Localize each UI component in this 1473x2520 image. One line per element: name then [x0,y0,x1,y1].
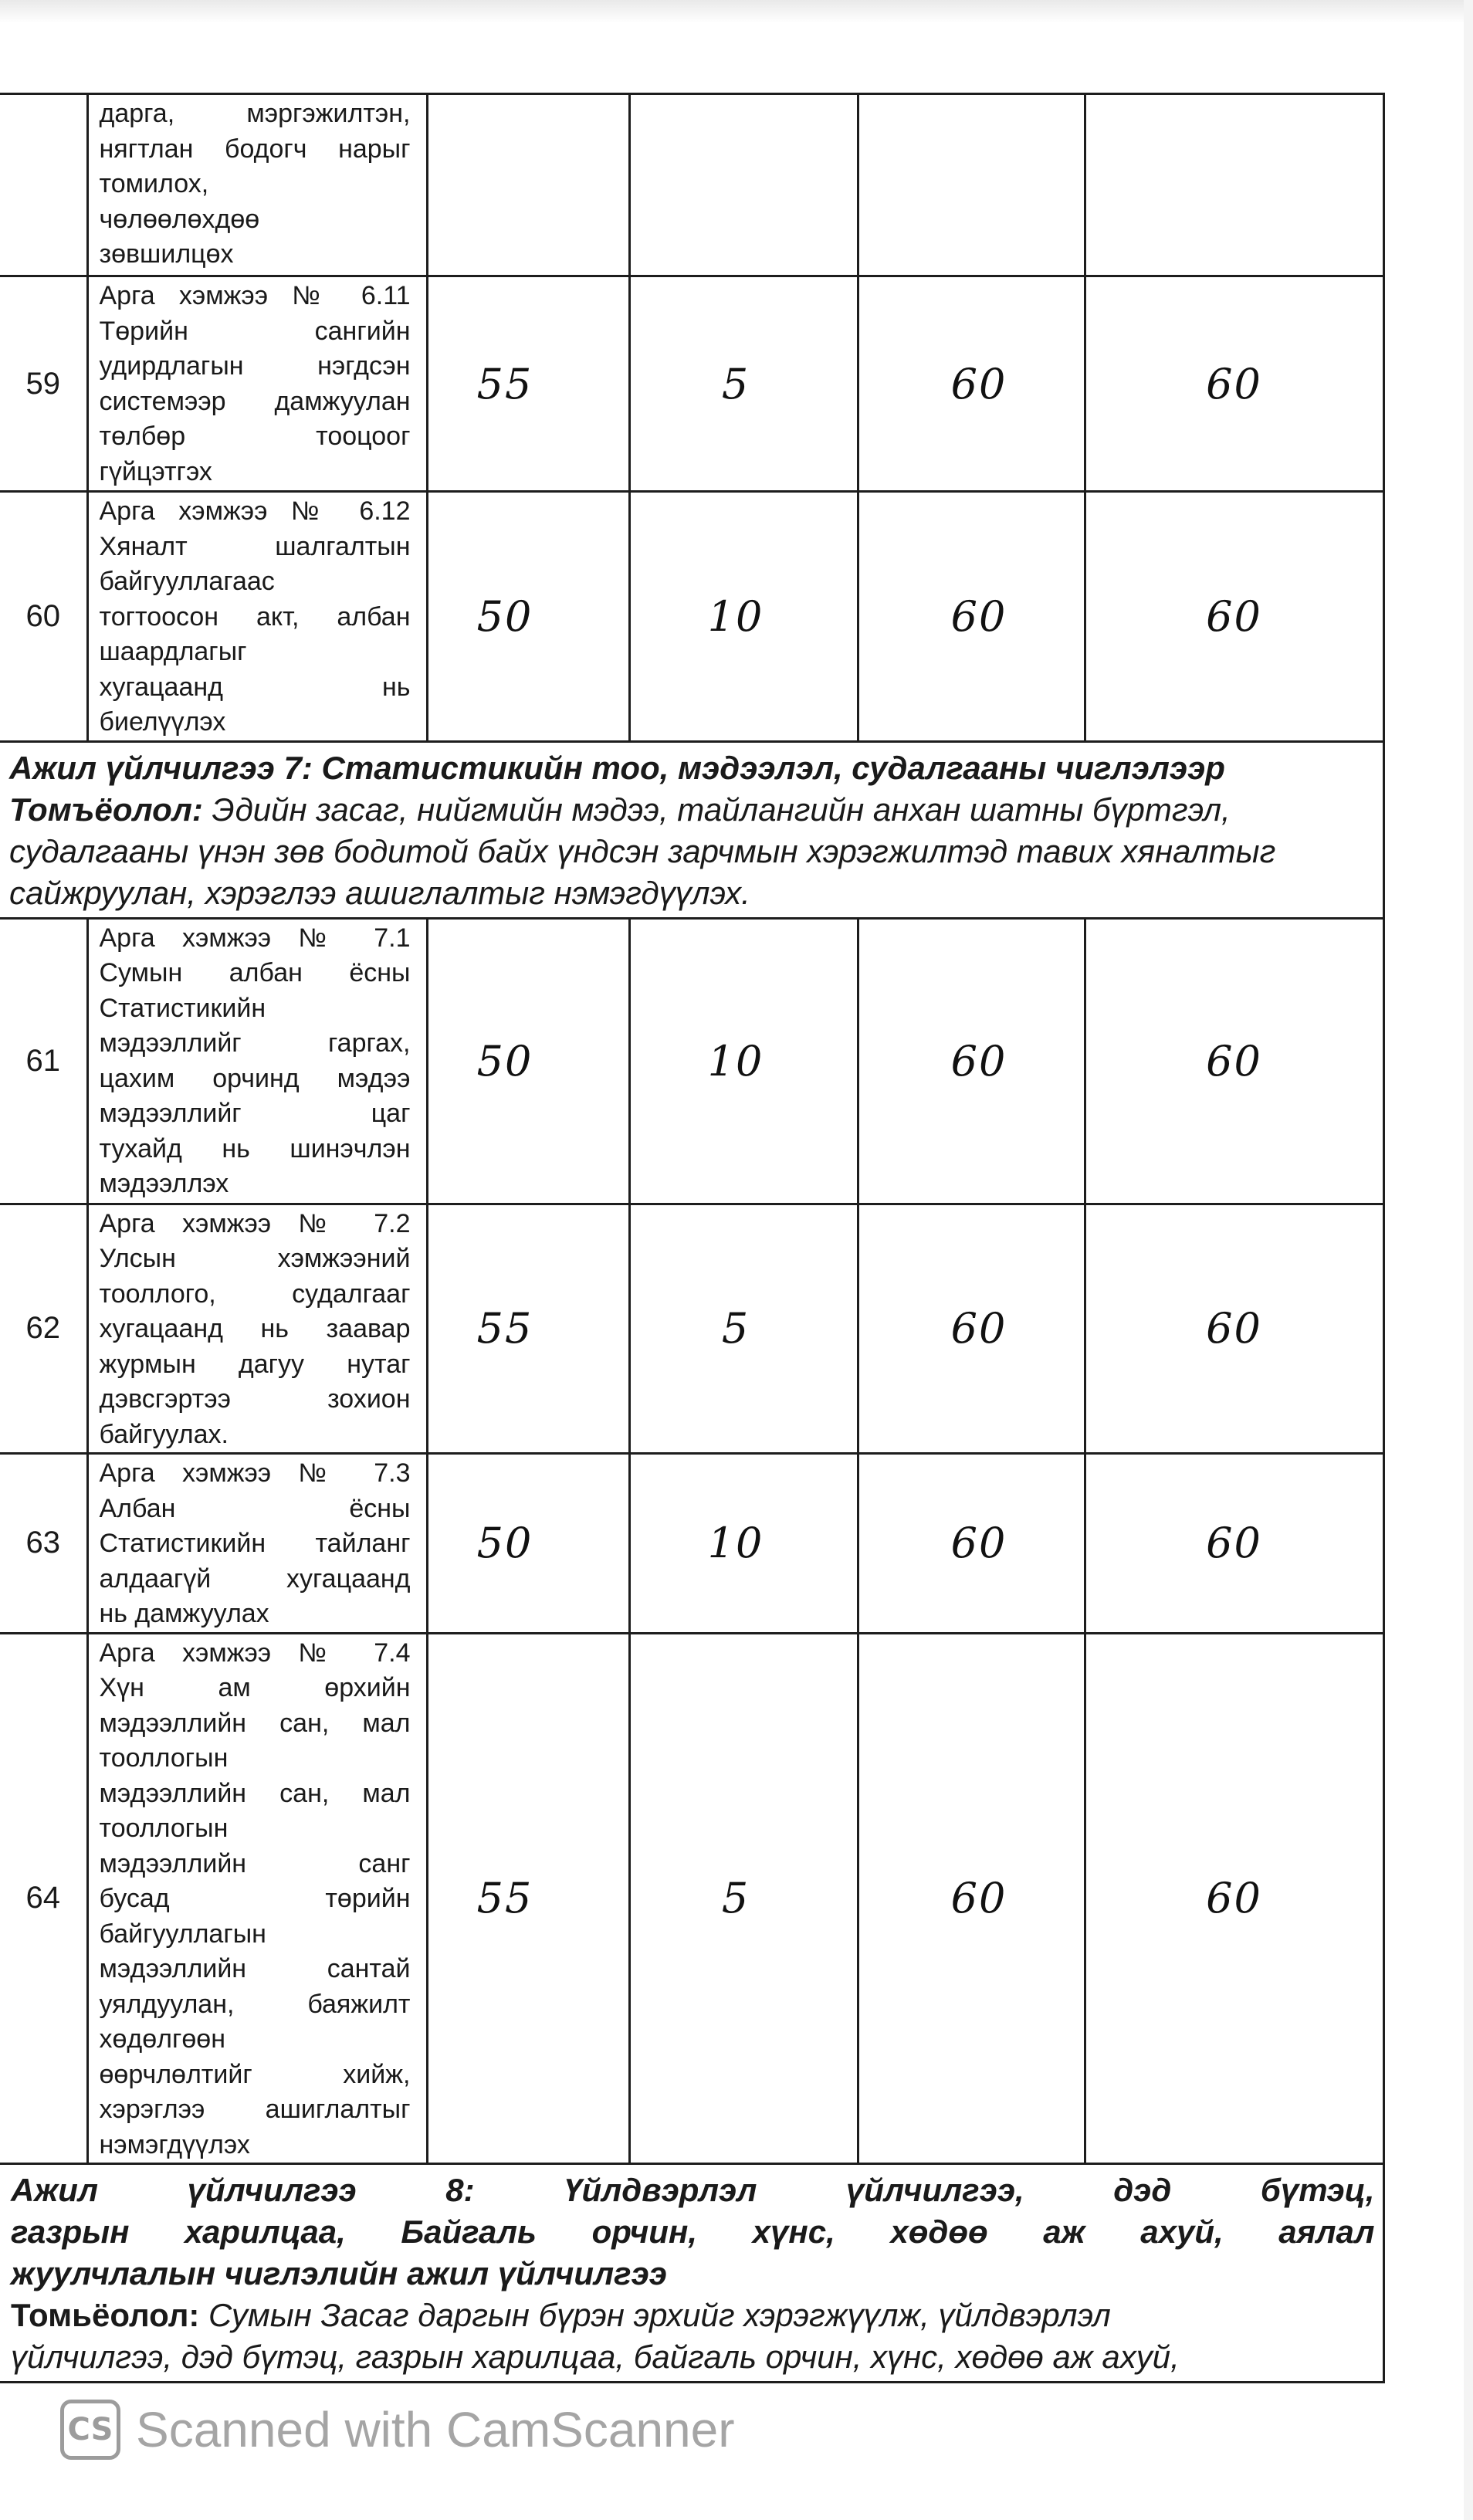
measure-description [87,1633,427,2164]
description-line: мэдээллийн санг [99,1848,411,1878]
description-line: тухайд нь шинэчлэн [99,1133,411,1163]
score-col-2 [629,94,858,276]
handwritten-score: 60 [1206,1519,1262,1568]
description-line: байгууллагын [99,1919,266,1949]
measure-description [87,1204,427,1454]
handwritten-score: 60 [950,359,1007,408]
description-line: дарга, мэргэжилтэн, [99,99,411,128]
table-row [0,492,1383,742]
description-line: мэдээллэх [99,1169,229,1198]
score-col-4 [1085,918,1383,1204]
description-line: төлбөр тооцоог [99,422,411,451]
handwritten-score: 60 [950,591,1007,641]
description-line: нэмэгдүүлэх [99,2129,250,2159]
row-number [0,94,87,276]
description-line: Арга хэмжээ № 7.1 [99,923,411,953]
handwritten-score: 60 [1206,1874,1262,1923]
score-col-1 [427,492,629,742]
handwritten-score: 10 [707,1519,764,1568]
camscanner-text: Scanned with CamScanner [136,2402,735,2457]
measure-description [87,276,427,492]
score-col-2 [629,1204,858,1454]
score-col-3 [858,1454,1085,1634]
description-line: Төрийн сангийн [99,316,411,346]
score-col-3 [858,94,1085,276]
score-col-3 [858,492,1085,742]
handwritten-score: 5 [721,1874,750,1923]
table-row [0,1454,1383,1634]
row-number: 60 [0,492,87,742]
description-line: мэдээллийг цаг [99,1099,411,1128]
section-8-title-line-1: Ажил үйлчилгээ 8: Үйлдвэрлэл үйлчилгээ, дэд бүтэц, [11,2172,1375,2208]
handwritten-score: 10 [707,591,764,641]
description-line: Сумын албан ёсны [99,958,411,987]
description-line: Арга хэмжээ № 7.4 [99,1638,411,1668]
description-line: чөлөөлөхдөө [99,204,260,234]
description-line: мэдээллийн сан, мал [99,1708,411,1738]
handwritten-score: 60 [1206,591,1262,641]
handwritten-score: 55 [476,359,533,408]
section-7-title: Ажил үйлчилгээ 7: Статистикийн тоо, мэдээлэл, судалгааны чиглэлээр [9,749,1225,786]
table-row [0,94,1383,276]
section-7-goal-line-1: Томъёолол: Эдийн засаг, нийгмийн мэдээ, тайлангийн анхан шатны бүртгэл, [9,791,1231,828]
description-line: хугацаанд нь [99,672,411,702]
score-col-4 [1085,1454,1383,1634]
description-line: тогтоосон акт, албан [99,601,411,632]
description-line: Арга хэмжээ № 7.2 [99,1208,411,1238]
description-line: гүйцэтгэх [99,456,212,486]
score-col-4 [1085,276,1383,492]
handwritten-score: 10 [707,1036,764,1086]
description-line: зөвшилцөх [99,239,234,269]
table-row [0,1633,1383,2164]
score-col-4 [1085,1204,1383,1454]
score-col-4 [1085,492,1383,742]
handwritten-score: 55 [476,1304,533,1353]
section-8-title-line-2: газрын харилцаа, Байгаль орчин, хүнс, хөдөө аж ахуй, аялал [11,2213,1375,2250]
handwritten-score: 60 [950,1036,1007,1086]
handwritten-score: 50 [476,1036,533,1086]
table-row [0,918,1383,1204]
score-col-2 [629,918,858,1204]
score-col-3 [858,276,1085,492]
measure-description [87,492,427,742]
measure-description [87,94,427,276]
score-col-1 [427,918,629,1204]
table-row [0,1204,1383,1454]
description-line: уялдуулан, баяжилт [99,1989,411,2019]
handwritten-score: 5 [721,1304,750,1353]
measure-description [87,918,427,1204]
section-7-goal-line-2: судалгааны үнэн зөв бодитой байх үндсэн зарчмын хэрэгжилтэд тавих хяналтыг [9,832,1276,869]
description-line: Албан ёсны [99,1493,411,1523]
handwritten-score: 50 [476,591,533,641]
score-col-2 [629,1633,858,2164]
description-line: дэвсгэртээ зохион [99,1384,411,1414]
description-line: тооллогын [99,1743,229,1773]
section-7-goal-line-3: сайжруулан, хэрэглээ ашиглалтыг нэмэгдүүлэх. [9,874,750,911]
description-line: Хяналт шалгалтын [99,531,411,561]
score-col-1 [427,1454,629,1634]
camscanner-watermark [60,2400,735,2460]
score-col-1 [427,276,629,492]
description-line: журмын дагуу нутаг [99,1349,411,1379]
description-line: мэдээллийг гаргах, [99,1028,411,1058]
scan-right-edge [1464,0,1473,2520]
handwritten-score: 60 [950,1519,1007,1568]
score-col-4 [1085,1633,1383,2164]
description-line: бусад төрийн [99,1884,411,1913]
section-8-header [0,2164,1383,2383]
description-line: байгуулах. [99,1419,229,1449]
handwritten-score: 60 [1206,1036,1262,1086]
description-line: системээр дамжуулан [99,386,411,416]
row-number: 64 [0,1633,87,2164]
measure-description [87,1454,427,1634]
handwritten-score: 60 [950,1304,1007,1353]
section-8-title-line-3: жуулчлалын чиглэлийн ажил үйлчилгээ [11,2255,667,2291]
description-line: тооллогын [99,1814,229,1843]
description-line: томилох, [99,169,209,198]
description-line: мэдээллийн сантай [99,1954,411,1983]
section-7-goal-label: Томъёолол: [9,791,203,828]
score-col-3 [858,918,1085,1204]
score-col-4 [1085,94,1383,276]
section-8-goal-label: Томьёолол: [11,2297,200,2333]
description-line: цахим орчинд мэдээ [99,1063,411,1093]
score-col-2 [629,276,858,492]
description-line: биелүүлэх [99,707,226,737]
description-line: хөдөлгөөн [99,2024,225,2054]
description-line: өөрчлөлтийг хийж, [99,2059,411,2089]
handwritten-score: 5 [721,359,750,408]
description-line: Арга хэмжээ № 6.11 [99,281,411,310]
row-number: 62 [0,1204,87,1454]
section-8-goal-line-1: Томьёолол: Сумын Засаг даргын бүрэн эрхийг хэрэгжүүлж, үйлдвэрлэл [11,2297,1111,2333]
score-col-2 [629,1454,858,1634]
description-line: алдаагүй хугацаанд [99,1563,411,1594]
description-line: мэдээллийн сан, мал [99,1778,411,1808]
description-line: байгууллагаас [99,567,275,596]
description-line: Арга хэмжээ № 6.12 [99,496,411,526]
score-col-3 [858,1204,1085,1454]
row-number: 59 [0,276,87,492]
description-line: Статистикийн [99,993,266,1023]
scan-top-edge [0,0,1473,23]
description-line: хугацаанд нь заавар [99,1314,411,1343]
score-col-1 [427,1204,629,1454]
handwritten-score: 60 [1206,359,1262,408]
description-line: хэрэглээ ашиглалтыг [99,2095,411,2124]
table-row [0,276,1383,492]
score-col-2 [629,492,858,742]
description-line: шаардлагыг [99,637,247,666]
handwritten-score: 60 [950,1874,1007,1923]
handwritten-score: 55 [476,1874,533,1923]
score-col-3 [858,1633,1085,2164]
score-col-1 [427,94,629,276]
row-number: 63 [0,1454,87,1634]
description-line: нягтлан бодогч нарыг [99,134,411,164]
row-number: 61 [0,918,87,1204]
description-line: Хүн ам өрхийн [99,1673,411,1702]
measures-table [0,93,1385,2383]
description-line: Статистикийн тайланг [99,1529,411,1558]
section-8-goal-line-2: үйлчилгээ, дэд бүтэц, газрын харилцаа, байгаль орчин, хүнс, хөдөө аж ахуй, [11,2339,1180,2375]
description-line: удирдлагын нэгдсэн [99,351,411,381]
description-line: Улсын хэмжээний [99,1244,411,1273]
description-line: Арга хэмжээ № 7.3 [99,1458,411,1488]
handwritten-score: 60 [1206,1304,1262,1353]
camscanner-logo-icon: CS [60,2400,120,2460]
handwritten-score: 50 [476,1519,533,1568]
description-line: тооллого, судалгааг [99,1279,411,1309]
section-7-header [0,741,1383,918]
score-col-1 [427,1633,629,2164]
description-line: нь дамжуулах [99,1599,269,1628]
